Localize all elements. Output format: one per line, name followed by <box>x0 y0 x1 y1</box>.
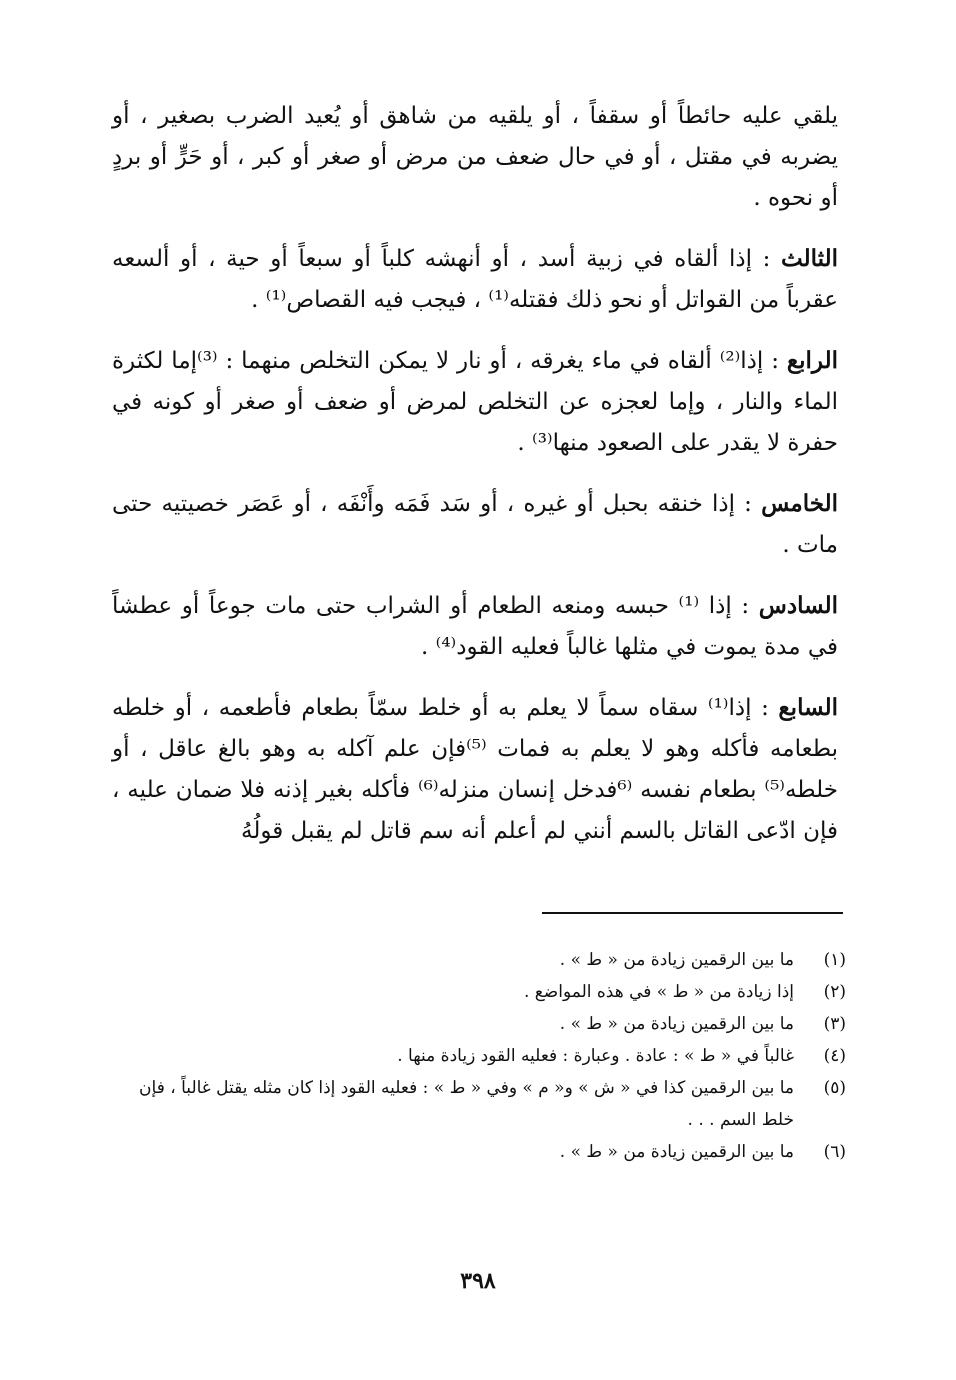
footnote-divider <box>542 912 843 914</box>
footnote-number: (٣) <box>823 1014 846 1034</box>
paragraph-label: الخامس <box>761 490 838 517</box>
paragraph-text: : إذا⁽²⁾ ألقاه في ماء يغرقه ، أو نار لا يمكن التخلص منهما : ⁽³⁾إما لكثرة الماء والنار ، وإما لعجزه عن التخلص لمرض أو ضعف أو صغر أو كونه في حفرة لا يقدر على الصعود منها⁽³⁾ . <box>112 348 838 456</box>
paragraph-fourth <box>112 340 838 464</box>
footnote-number: (١) <box>823 950 846 970</box>
footnote-text: غالباً في « ط » : عادة . وعبارة : فعليه القود زيادة منها . <box>397 1046 794 1066</box>
footnote-number: (٦) <box>823 1142 846 1162</box>
footnote <box>128 1072 846 1136</box>
paragraph-text: : إذا ألقاه في زبية أسد ، أو أنهشه كلباً أو سبعاً أو حية ، أو ألسعه عقرباً من القواتل أو نحو ذلك فقتله⁽¹⁾ ، فيجب فيه القصاص⁽¹⁾ . <box>112 246 838 313</box>
footnote-text: إذا زيادة من « ط » في هذه المواضع . <box>523 982 794 1002</box>
footnote <box>128 1040 846 1072</box>
paragraph-fifth <box>112 483 838 566</box>
main-text <box>112 95 838 871</box>
paragraph-sixth <box>112 585 838 668</box>
footnote-text: ما بين الرقمين كذا في « ش » و« م » وفي « ط » : فعليه القود إذا كان مثله يقتل غالباً ، فإن خلط السم . . . <box>139 1078 794 1130</box>
footnote-number: (٤) <box>823 1046 846 1066</box>
footnote-number: (٥) <box>823 1078 846 1098</box>
footnote-text: ما بين الرقمين زيادة من « ط » . <box>559 1014 794 1034</box>
footnote-number: (٢) <box>823 982 846 1002</box>
footnote-text: ما بين الرقمين زيادة من « ط » . <box>559 950 794 970</box>
paragraph-text: يلقي عليه حائطاً أو سقفاً ، أو يلقيه من شاهق أو يُعيد الضرب بصغير ، أو يضربه في مقتل ، أو في حال ضعف من مرض أو صغر أو كبر ، أو حَرٍّ أو بردٍ أو نحوه . <box>112 103 838 211</box>
paragraph-1 <box>112 95 838 219</box>
paragraph-label: الثالث <box>781 245 838 272</box>
paragraph-text: : إذا⁽¹⁾ سقاه سماً لا يعلم به أو خلط سمّاً بطعام فأطعمه ، أو خلطه بطعامه فأكله وهو لا يعلم به فمات ⁽⁵⁾فإن علم آكله به وهو بالغ عاقل ، أو خلطه⁽⁵⁾ بطعام نفسه ⁽⁶فدخل إنسان منزله⁽⁶⁾ فأكله بغير إذنه فلا ضمان عليه ، فإن ادّعى القاتل بالسم أنني لم أعلم أنه سم قاتل لم يقبل قولُهُ <box>112 695 838 844</box>
footnotes <box>128 944 846 1168</box>
paragraph-seventh <box>112 687 838 852</box>
footnote <box>128 944 846 976</box>
paragraph-label: الرابع <box>786 347 839 374</box>
page-number: ٣٩٨ <box>460 1268 496 1294</box>
footnote <box>128 976 846 1008</box>
paragraph-third <box>112 238 838 321</box>
footnote <box>128 1136 846 1168</box>
paragraph-label: السادس <box>758 592 838 619</box>
footnote-text: ما بين الرقمين زيادة من « ط » . <box>559 1142 794 1162</box>
paragraph-label: السابع <box>778 694 838 721</box>
paragraph-text: : إذا خنقه بحبل أو غيره ، أو سَد فَمَه وأَنْفَه ، أو عَصَر خصيتيه حتى مات . <box>112 491 838 558</box>
footnote <box>128 1008 846 1040</box>
paragraph-text: : إذا ⁽¹⁾ حبسه ومنعه الطعام أو الشراب حتى مات جوعاً أو عطشاً في مدة يموت في مثلها غالباً فعليه القود⁽⁴⁾ . <box>112 593 838 660</box>
